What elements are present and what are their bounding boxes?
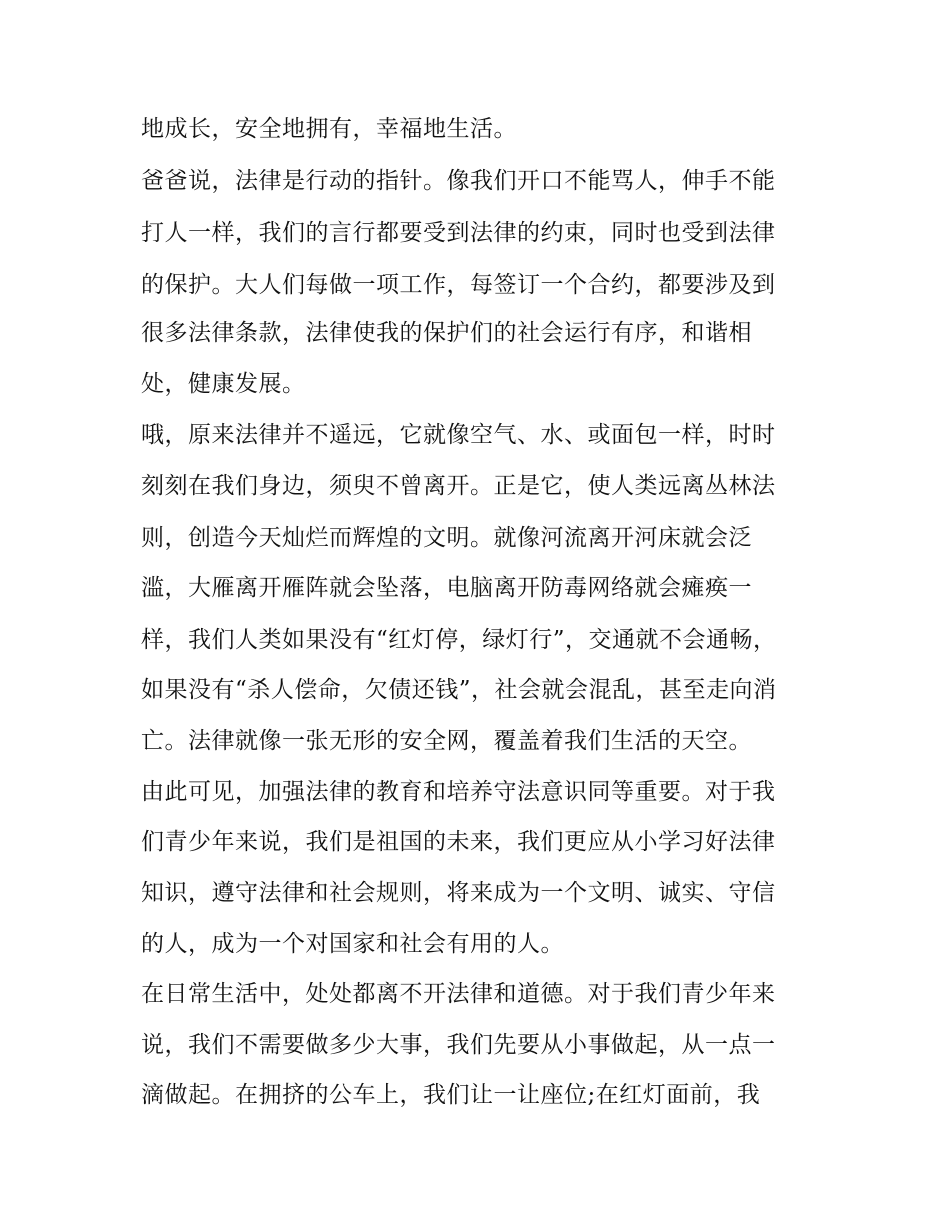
text-line: 亡。法律就像一张无形的安全网，覆盖着我们生活的天空。 bbox=[141, 728, 752, 754]
text-line: 哦，原来法律并不遥远，它就像空气、水、或面包一样，时时 bbox=[141, 422, 776, 448]
text-line: 爸爸说，法律是行动的指针。像我们开口不能骂人，伸手不能 bbox=[141, 168, 776, 194]
text-line: 知识，遵守法律和社会规则，将来成为一个文明、诚实、守信 bbox=[141, 880, 776, 906]
text-line: 们青少年来说，我们是祖国的未来，我们更应从小学习好法律 bbox=[141, 829, 776, 855]
text-line: 如果没有“杀人偿命，欠债还钱”，社会就会混乱，甚至走向消 bbox=[141, 677, 777, 703]
text-line: 的保护。大人们每做一项工作，每签订一个合约，都要涉及到 bbox=[141, 272, 776, 298]
text-line: 由此可见，加强法律的教育和培养守法意识同等重要。对于我 bbox=[141, 779, 776, 805]
text-line: 说，我们不需要做多少大事，我们先要从小事做起，从一点一 bbox=[141, 1032, 776, 1058]
text-line: 的人，成为一个对国家和社会有用的人。 bbox=[141, 931, 564, 957]
text-line: 样，我们人类如果没有“红灯停，绿灯行”，交通就不会通畅， bbox=[141, 627, 777, 653]
text-line: 地成长，安全地拥有，幸福地生活。 bbox=[141, 116, 517, 142]
text-line: 处，健康发展。 bbox=[141, 371, 306, 397]
text-line: 滥，大雁离开雁阵就会坠落，电脑离开防毒网络就会瘫痪一 bbox=[141, 575, 752, 601]
text-line: 滴做起。在拥挤的公车上，我们让一让座位;在红灯面前，我 bbox=[141, 1082, 761, 1108]
text-line: 刻刻在我们身边，须臾不曾离开。正是它，使人类远离丛林法 bbox=[141, 473, 776, 499]
text-line: 则，创造今天灿烂而辉煌的文明。就像河流离开河床就会泛 bbox=[141, 525, 752, 551]
text-line: 很多法律条款，法律使我的保护们的社会运行有序，和谐相 bbox=[141, 320, 752, 346]
text-line: 打人一样，我们的言行都要受到法律的约束，同时也受到法律 bbox=[141, 220, 776, 246]
text-line: 在日常生活中，处处都离不开法律和道德。对于我们青少年来 bbox=[141, 981, 776, 1007]
